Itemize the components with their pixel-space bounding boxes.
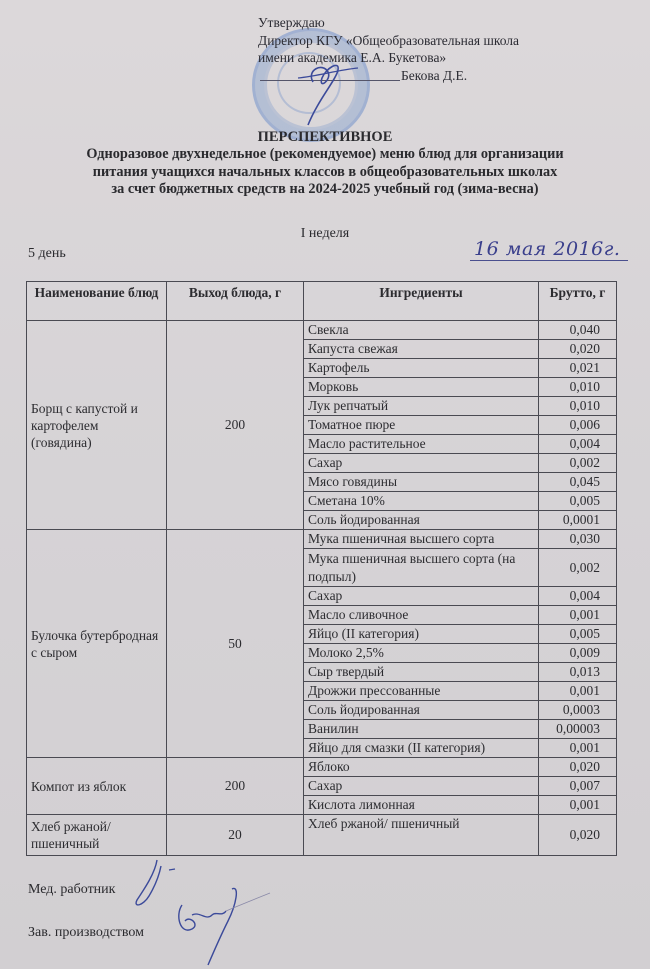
table-row	[27, 758, 617, 777]
table-header-row	[27, 282, 617, 321]
ingredient-gross: 0,004	[539, 435, 617, 454]
ingredient-gross: 0,009	[539, 644, 617, 663]
ingredient-gross: 0,010	[539, 397, 617, 416]
approval-school: имени академика Е.А. Букетова»	[258, 50, 447, 65]
ingredient-name: Сахар	[304, 587, 539, 606]
dish-name: Борщ с капустой и картофелем (говядина)	[27, 321, 167, 530]
production-head-signature	[170, 885, 280, 969]
ingredient-gross: 0,020	[539, 758, 617, 777]
ingredient-name: Дрожжи прессованные	[304, 682, 539, 701]
ingredient-gross: 0,040	[539, 321, 617, 340]
ingredient-name: Яйцо (II категория)	[304, 625, 539, 644]
header-output: Выход блюда, г	[167, 282, 304, 321]
ingredient-gross: 0,002	[539, 454, 617, 473]
ingredient-name: Сахар	[304, 777, 539, 796]
table-row	[27, 321, 617, 340]
header-gross: Брутто, г	[539, 282, 617, 321]
ingredient-gross: 0,010	[539, 378, 617, 397]
ingredient-name: Свекла	[304, 321, 539, 340]
ingredient-gross: 0,006	[539, 416, 617, 435]
ingredient-name: Морковь	[304, 378, 539, 397]
title-line-2: питания учащихся начальных классов в общеобразовательных школах	[92, 163, 558, 180]
ingredient-gross: 0,020	[539, 815, 617, 856]
table-row	[27, 815, 617, 856]
ingredient-name: Мука пшеничная высшего сорта (на подпыл)	[304, 549, 539, 587]
day-label: 5 день	[28, 246, 66, 261]
director-signature	[278, 40, 368, 130]
ingredient-gross: 0,005	[539, 625, 617, 644]
ingredient-gross: 0,001	[539, 682, 617, 701]
ingredient-gross: 0,004	[539, 587, 617, 606]
document-title	[0, 128, 650, 199]
header-dish-name: Наименование блюд	[27, 282, 167, 321]
ingredient-gross: 0,030	[539, 530, 617, 549]
dish-name: Булочка бутербродная с сыром	[27, 530, 167, 758]
header-ingredients: Ингредиенты	[304, 282, 539, 321]
ingredient-name: Яблоко	[304, 758, 539, 777]
handwritten-date: 16 мая 2016г.	[470, 238, 628, 261]
ingredient-gross: 0,0003	[539, 701, 617, 720]
dish-output: 20	[167, 815, 304, 856]
ingredient-name: Соль йодированная	[304, 511, 539, 530]
ingredient-name: Хлеб ржаной/ пшеничный	[304, 815, 539, 856]
ingredient-gross: 0,021	[539, 359, 617, 378]
ingredient-name: Томатное пюре	[304, 416, 539, 435]
dish-output: 50	[167, 530, 304, 758]
title-line-1: Одноразовое двухнедельное (рекомендуемое) меню блюд для организации	[86, 146, 564, 162]
ingredient-name: Кислота лимонная	[304, 796, 539, 815]
approval-director: Директор КГУ «Общеобразовательная школа	[258, 32, 520, 48]
dish-output: 200	[167, 321, 304, 530]
dish-name: Компот из яблок	[27, 758, 167, 815]
ingredient-name: Масло растительное	[304, 435, 539, 454]
ingredient-gross: 0,001	[539, 739, 617, 758]
approval-label: Утверждаю	[258, 15, 325, 30]
ingredient-name: Ванилин	[304, 720, 539, 739]
ingredient-name: Картофель	[304, 359, 539, 378]
menu-table	[26, 281, 617, 856]
week-label: I неделя	[300, 226, 350, 241]
ingredient-gross: 0,013	[539, 663, 617, 682]
ingredient-gross: 0,001	[539, 796, 617, 815]
ingredient-name: Сахар	[304, 454, 539, 473]
ingredient-name: Сметана 10%	[304, 492, 539, 511]
ingredient-gross: 0,00003	[539, 720, 617, 739]
ingredient-gross: 0,007	[539, 777, 617, 796]
ingredient-gross: 0,0001	[539, 511, 617, 530]
ingredient-gross: 0,005	[539, 492, 617, 511]
ingredient-name: Яйцо для смазки (II категория)	[304, 739, 539, 758]
production-head-label: Зав. производством	[28, 925, 145, 940]
title-line-3: за счет бюджетных средств на 2024-2025 учебный год (зима-весна)	[111, 181, 539, 197]
ingredient-name: Масло сливочное	[304, 606, 539, 625]
ingredient-name: Лук репчатый	[304, 397, 539, 416]
approval-name: Бекова Д.Е.	[401, 67, 468, 83]
title-main: ПЕРСПЕКТИВНОЕ	[257, 129, 393, 145]
table-row	[27, 530, 617, 549]
ingredient-gross: 0,045	[539, 473, 617, 492]
ingredient-name: Мясо говядины	[304, 473, 539, 492]
med-worker-label: Мед. работник	[28, 882, 116, 897]
ingredient-gross: 0,020	[539, 340, 617, 359]
ingredient-name: Мука пшеничная высшего сорта	[304, 530, 539, 549]
ingredient-gross: 0,002	[539, 549, 617, 587]
dish-output: 200	[167, 758, 304, 815]
ingredient-name: Соль йодированная	[304, 701, 539, 720]
ingredient-name: Капуста свежая	[304, 340, 539, 359]
ingredient-name: Молоко 2,5%	[304, 644, 539, 663]
dish-name: Хлеб ржаной/ пшеничный	[27, 815, 167, 856]
menu-table-body	[27, 321, 617, 856]
ingredient-gross: 0,001	[539, 606, 617, 625]
ingredient-name: Сыр твердый	[304, 663, 539, 682]
